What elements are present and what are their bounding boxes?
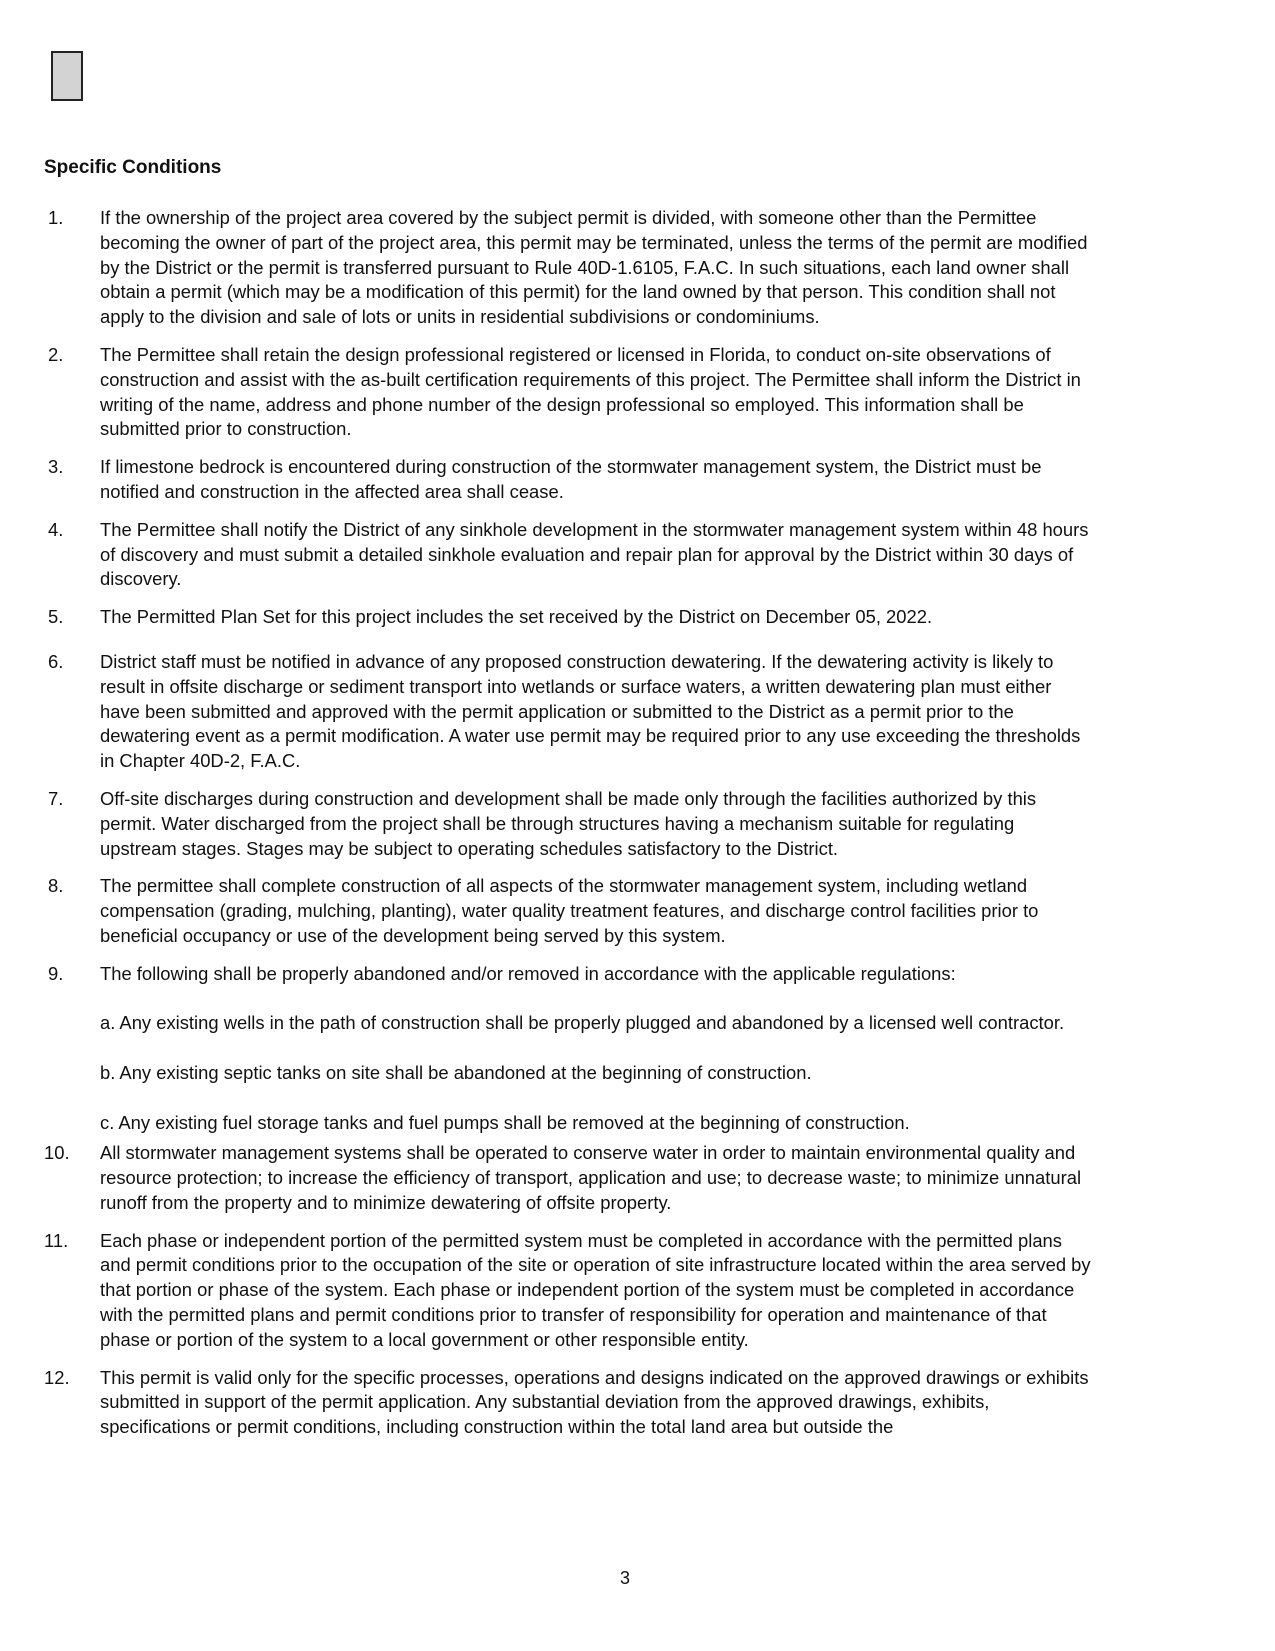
condition-text [100, 962, 1094, 1136]
condition-intro: The following shall be properly abandoned and/or removed in accordance with the applicable regulations: [100, 962, 956, 984]
condition-item [44, 1366, 1094, 1440]
condition-text: District staff must be notified in advance of any proposed construction dewatering. If the dewatering activity is likely to result in offsite discharge or sediment transport into wetlands or surface waters, a written dewatering plan must either have been submitted and approved with the permit application or submitted to the District as a permit prior to the dewatering event as a permit modification. A water use permit may be required prior to any use exceeding the thresholds in Chapter 40D-2, F.A.C. [100, 650, 1081, 772]
condition-number: 12. [44, 1366, 70, 1388]
condition-item [44, 605, 1094, 630]
condition-number: 2. [48, 343, 64, 365]
condition-item [44, 206, 1094, 330]
condition-text: If the ownership of the project area covered by the subject permit is divided, with someone other than the Permittee becoming the owner of part of the project area, this permit may be terminated, unless the terms of the permit are modified by the District or the permit is transferred pursuant to Rule 40D-1.6105, F.A.C. In such situations, each land owner shall obtain a permit (which may be a modification of this permit) for the land owned by that person. This condition shall not apply to the division and sale of lots or units in residential subdivisions or condominiums. [100, 207, 1088, 328]
section-heading: Specific Conditions [44, 157, 222, 178]
condition-number: 8. [48, 875, 64, 897]
subitem-b: b. Any existing septic tanks on site shall be abandoned at the beginning of construction. [100, 1061, 812, 1083]
condition-number: 10. [44, 1142, 70, 1164]
condition-number: 1. [48, 207, 64, 228]
condition-number: 4. [48, 518, 64, 540]
condition-number: 3. [48, 456, 64, 478]
condition-item [44, 787, 1094, 861]
condition-number: 9. [48, 962, 64, 984]
condition-number: 11. [44, 1229, 69, 1251]
subitem-a: a. Any existing wells in the path of construction shall be properly plugged and abandoned by a licensed well contractor. [100, 1012, 1065, 1034]
condition-text: If limestone bedrock is encountered during construction of the stormwater management system, the District must be notified and construction in the affected area shall cease. [100, 456, 1042, 502]
condition-number: 7. [48, 787, 64, 809]
condition-item [44, 874, 1094, 948]
conditions-list [44, 206, 1094, 1453]
condition-text: Each phase or independent portion of the permitted system must be completed in accordance with the permitted plans and permit conditions prior to the occupation of the site or operation of site infrastructure located within the area served by that portion or phase of the system. Each phase or independent portion of the system must be completed in accordance with the permitted plans and permit conditions prior to transfer of responsibility for operation and maintenance of that phase or portion of the system to a local government or other responsible entity. [100, 1229, 1091, 1350]
condition-text: This permit is valid only for the specific processes, operations and designs indicated on the approved drawings or exhibits submitted in support of the permit application. Any substantial deviation from the approved drawings, exhibits, specifications or permit conditions, including construction within the total land area but outside the [100, 1366, 1089, 1438]
condition-text: The Permittee shall retain the design professional registered or licensed in Florida, to conduct on-site observations of construction and assist with the as-built certification requirements of this project. The Permittee shall inform the District in writing of the name, address and phone number of the design professional so employed. This information shall be submitted prior to construction. [100, 343, 1081, 440]
condition-text: The permittee shall complete construction of all aspects of the stormwater management system, including wetland compensation (grading, mulching, planting), water quality treatment features, and discharge control facilities prior to beneficial occupancy or use of the development being served by this system. [100, 875, 1039, 946]
condition-item [44, 962, 1094, 1136]
condition-item [44, 518, 1094, 592]
page-number: 3 [619, 1568, 630, 1588]
condition-text: All stormwater management systems shall be operated to conserve water in order to maintain environmental quality and resource protection; to increase the efficiency of transport, application and use; to decrease waste; to minimize unnatural runoff from the property and to minimize dewatering of offsite property. [100, 1142, 1082, 1213]
subitem-c: c. Any existing fuel storage tanks and fuel pumps shall be removed at the beginning of construction. [100, 1111, 910, 1133]
condition-item [44, 343, 1094, 442]
logo-placeholder [51, 51, 83, 101]
condition-text: The Permitted Plan Set for this project includes the set received by the District on December 05, 2022. [100, 606, 933, 628]
condition-text: The Permittee shall notify the District of any sinkhole development in the stormwater management system within 48 hours of discovery and must submit a detailed sinkhole evaluation and repair plan for approval by the District within 30 days of discovery. [100, 518, 1089, 590]
condition-text: Off-site discharges during construction and development shall be made only through the facilities authorized by this permit. Water discharged from the project shall be through structures having a mechanism suitable for regulating upstream stages. Stages may be subject to operating schedules satisfactory to the District. [100, 787, 1037, 859]
condition-item [44, 455, 1094, 505]
condition-number: 6. [48, 650, 64, 672]
condition-item [44, 1229, 1094, 1353]
condition-item [44, 1141, 1094, 1215]
condition-item [44, 650, 1094, 774]
condition-number: 5. [48, 606, 64, 628]
